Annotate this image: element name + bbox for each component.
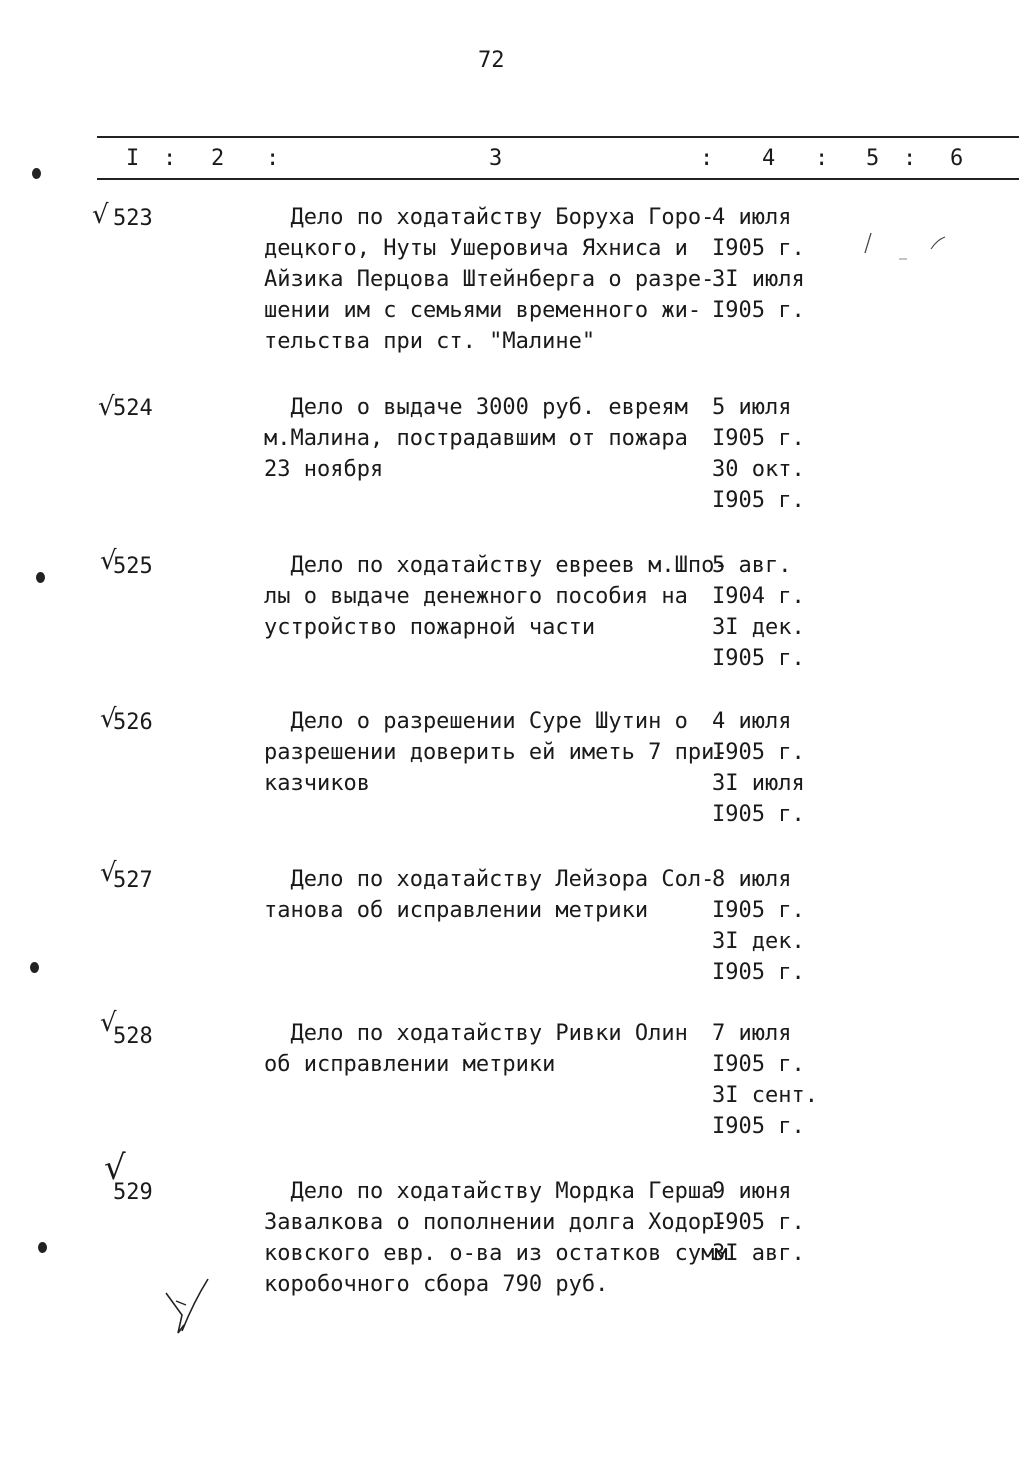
entry-number: 525 <box>113 554 153 579</box>
binder-hole-icon <box>36 572 45 583</box>
entry-dates: 4 июля I905 г. 3I июля I905 г. <box>712 709 805 827</box>
entry-description: Дело по ходатайству евреев м.Шпо- лы о выдаче денежного пособия на устройство пожарной части <box>264 553 728 640</box>
checkmark-icon: √ <box>100 858 117 888</box>
checkmark-icon: √ <box>100 546 117 576</box>
header-col-2: 2 <box>211 146 225 171</box>
entry-dates: 5 июля I905 г. 30 окт. I905 г. <box>712 395 805 513</box>
entry-description: Дело о разрешении Суре Шутин о разрешении доверить ей иметь 7 при- казчиков <box>264 709 728 796</box>
header-col-6: 6 <box>950 146 964 171</box>
binder-hole-icon <box>32 168 41 179</box>
header-sep: : <box>700 146 714 171</box>
handwritten-mark-icon <box>160 1275 220 1340</box>
checkmark-icon: √ <box>92 200 109 230</box>
entry-dates: 7 июля I905 г. 3I сент. I905 г. <box>712 1021 818 1139</box>
header-sep: : <box>903 146 917 171</box>
pen-stroke-icon <box>855 225 955 275</box>
entry-dates: 8 июля I905 г. 3I дек. I905 г. <box>712 867 805 985</box>
header-col-3: 3 <box>489 146 503 171</box>
entry-description: Дело по ходатайству Ривки Олин об исправлении метрики <box>264 1021 688 1077</box>
binder-hole-icon <box>38 1242 47 1253</box>
checkmark-icon: √ <box>104 1148 126 1188</box>
header-sep: : <box>163 146 177 171</box>
entry-description: Дело по ходатайству Лейзора Сол- танова об исправлении метрики <box>264 867 715 923</box>
page-number: 72 <box>478 48 505 73</box>
entry-number: 526 <box>113 710 153 735</box>
binder-hole-icon <box>30 962 39 973</box>
entry-number: 528 <box>113 1024 153 1049</box>
header-col-4: 4 <box>762 146 776 171</box>
entry-description: Дело по ходатайству Мордка Герша Завалкова о пополнении долга Ходор- ковского евр. о-ва из остатков сумм коробочного сбора 790 руб. <box>264 1179 728 1297</box>
entry-number: 529 <box>113 1180 153 1205</box>
entry-number: 527 <box>113 868 153 893</box>
checkmark-icon: √ <box>100 1008 117 1038</box>
entry-number: 524 <box>113 396 153 421</box>
header-sep: : <box>266 146 280 171</box>
entry-number: 523 <box>113 206 153 231</box>
table-top-rule <box>97 136 1019 138</box>
header-col-5: 5 <box>866 146 880 171</box>
entry-dates: 9 июня I905 г. 3I авг. <box>712 1179 805 1266</box>
header-sep: : <box>815 146 829 171</box>
checkmark-icon: √ <box>98 392 115 422</box>
entry-description: Дело о выдаче 3000 руб. евреям м.Малина, пострадавшим от пожара 23 ноября <box>264 395 688 482</box>
checkmark-icon: √ <box>100 704 117 734</box>
header-col-1: I <box>126 146 140 171</box>
entry-dates: 4 июля I905 г. 3I июля I905 г. <box>712 205 805 323</box>
entry-description: Дело по ходатайству Боруха Горо- децкого, Нуты Ушеровича Яхниса и Айзика Перцова Штейнберга о разре- шении им с семьями временного жи- тельства при ст. "Малине" <box>264 205 715 354</box>
entry-dates: 5 авг. I904 г. 3I дек. I905 г. <box>712 553 805 671</box>
table-header-rule <box>97 178 1019 180</box>
